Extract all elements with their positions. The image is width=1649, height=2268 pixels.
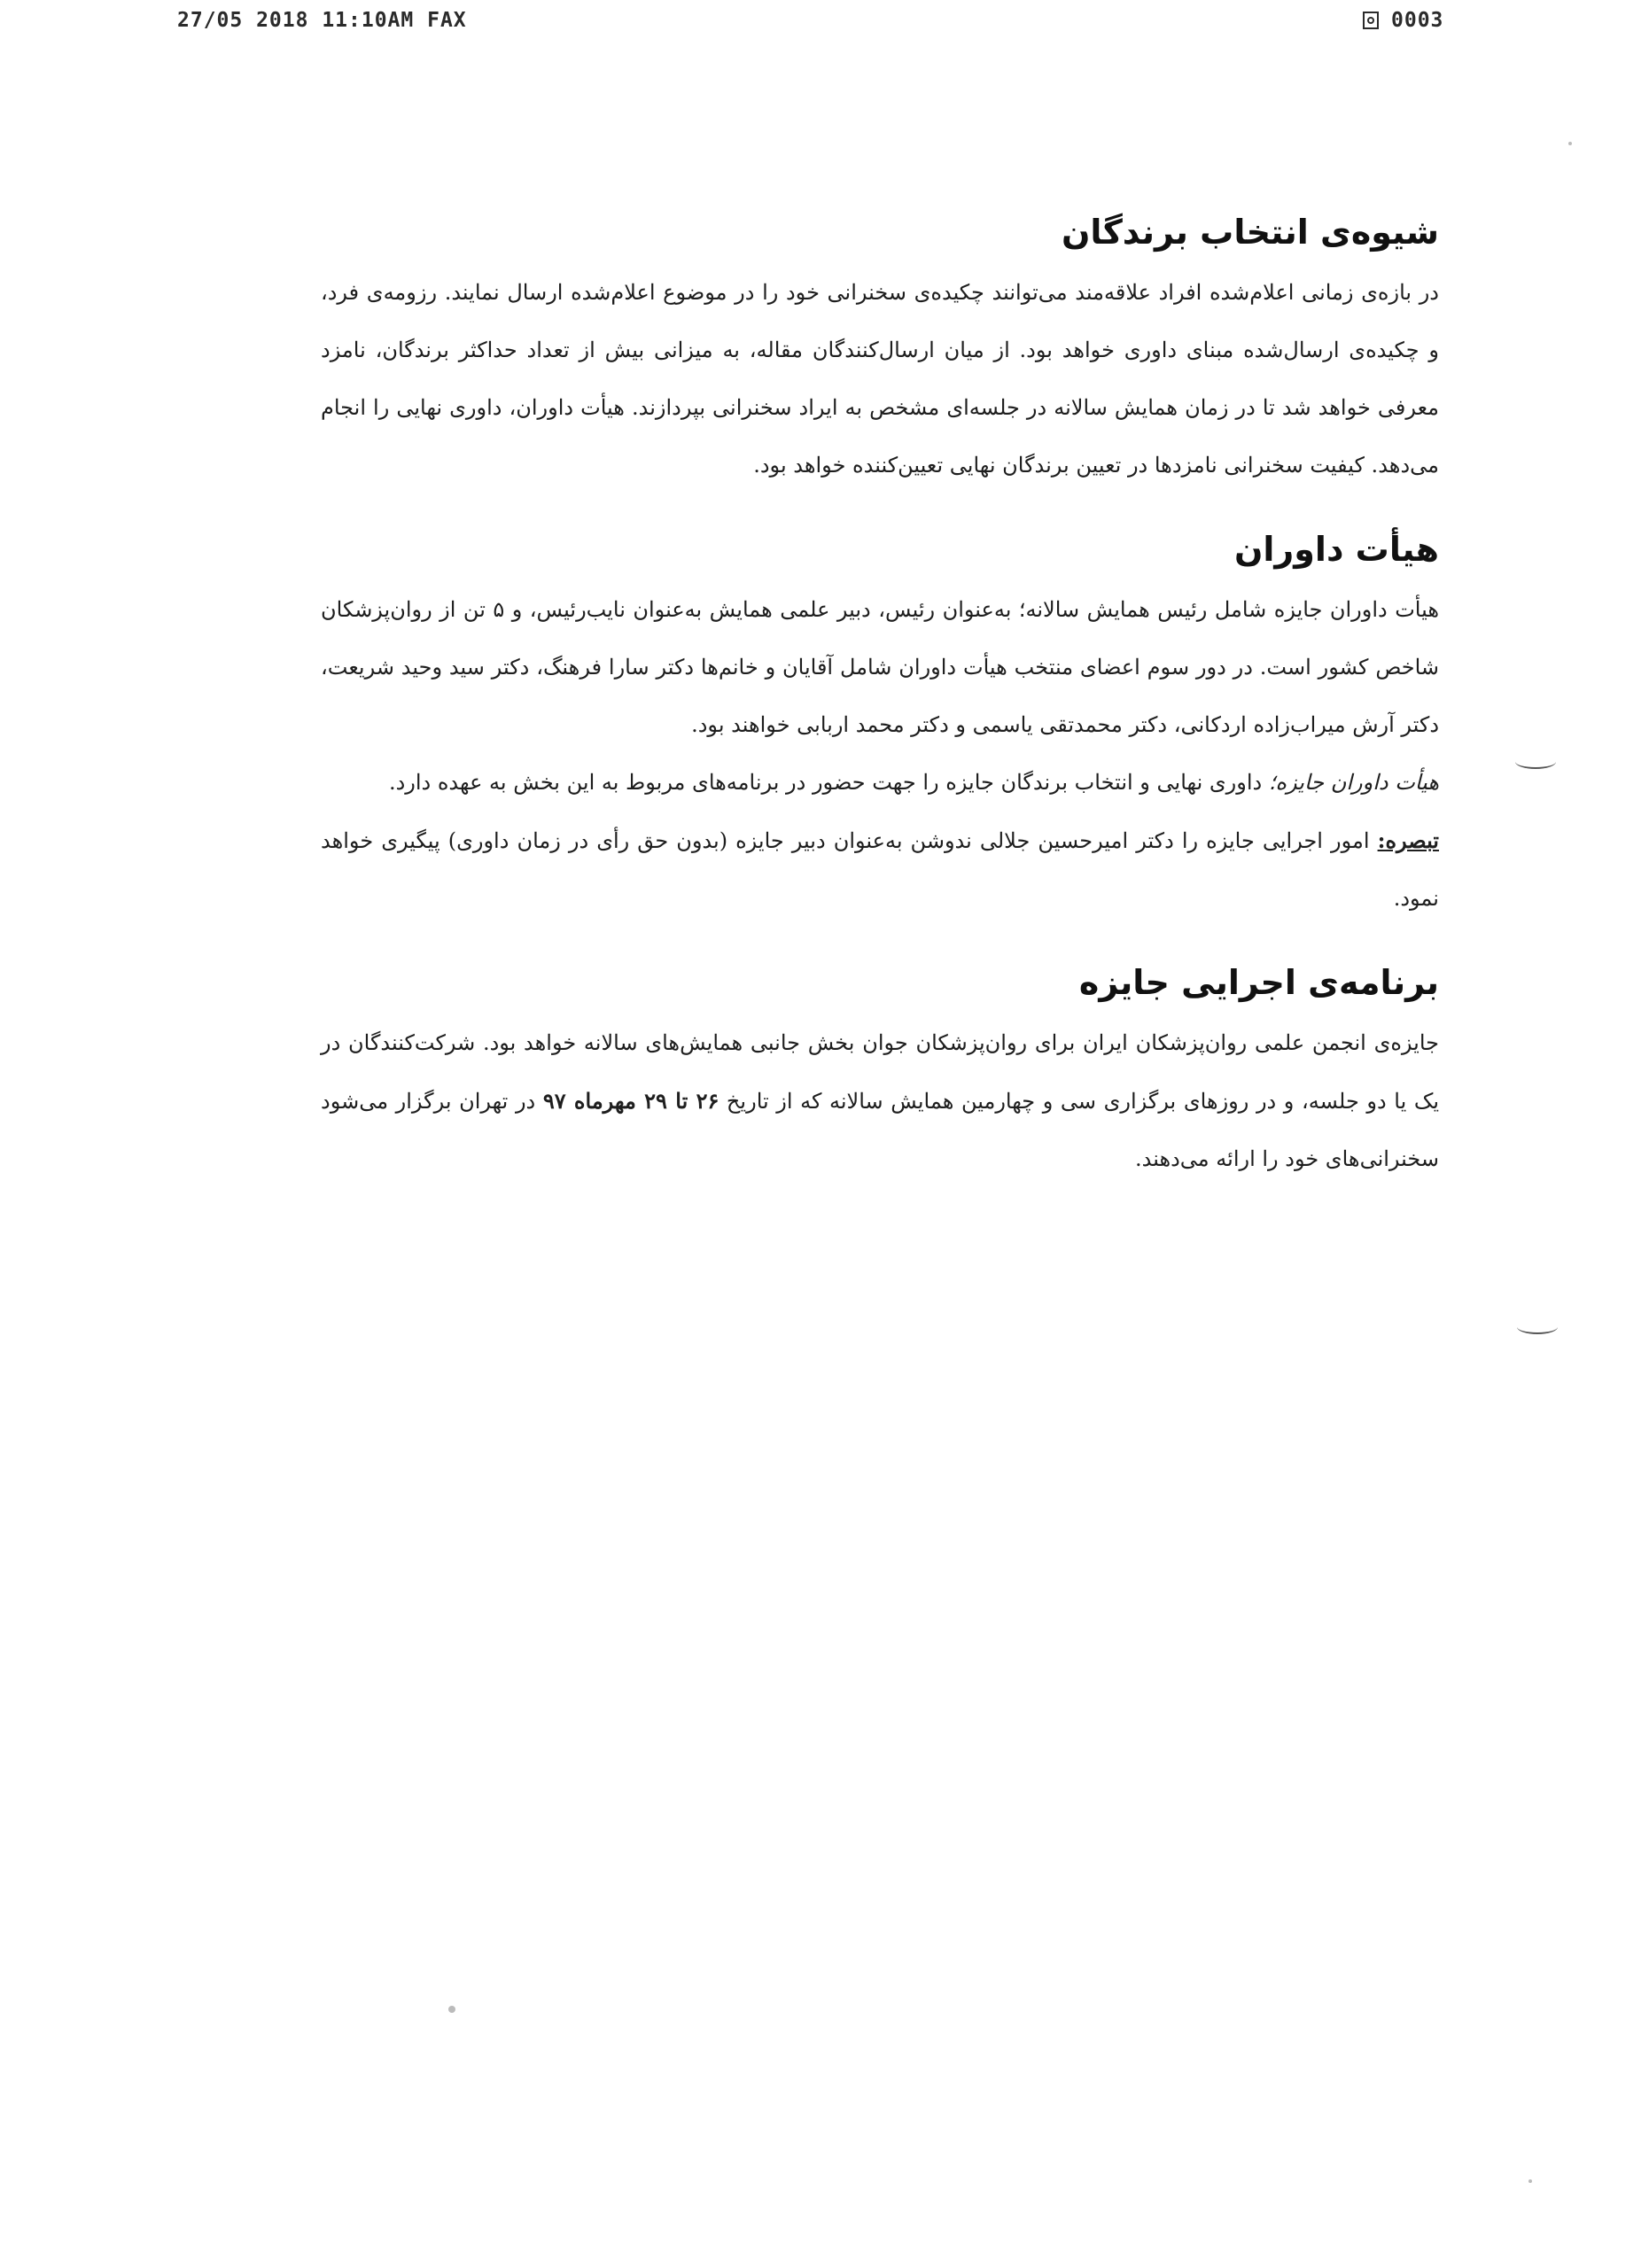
paragraph-note — [321, 812, 1439, 928]
fax-header — [0, 9, 1649, 44]
paragraph-program — [321, 1014, 1439, 1188]
note-lead: تبصره: — [1377, 827, 1439, 853]
paragraph-winner-selection: در بازه‌ی زمانی اعلام‌شده افراد علاقه‌مند می‌توانند چکیده‌ی سخنرانی خود را در موضوع اعلام‌شده ارسال نمایند. رزومه‌ی فرد، و چکیده‌ی ارسال‌شده مبنای داوری خواهد بود. از میان ارسال‌کنندگان مقاله، به میزانی بیش از تعداد حداکثر برندگان، نامزد معرفی خواهد شد تا در زمان همایش سالانه در جلسه‌ای مشخص به ایراد سخنرانی بپردازند. هیأت داوران، داوری نهایی را انجام می‌دهد. کیفیت سخنرانی نامزدها در تعیین برندگان نهایی تعیین‌کننده خواهد بود. — [321, 280, 1439, 478]
jury-role-lead: هیأت داوران جایزه؛ — [1268, 770, 1439, 795]
note-text: امور اجرایی جایزه را دکتر امیرحسین جلالی ندوشن به‌عنوان دبیر جایزه (بدون حق رأی در زمان داوری) پیگیری خواهد نمود. — [321, 828, 1439, 911]
program-text-part-2: در تهران برگزار می‌شود سخنرانی‌های خود را ارائه می‌دهند. — [321, 1089, 1439, 1171]
section-title-jury: هیأت داوران — [1233, 530, 1439, 569]
scan-speck — [1528, 2179, 1532, 2183]
fax-page-indicator — [1363, 9, 1443, 32]
scan-speck — [448, 2006, 455, 2013]
paragraph-jury-members: هیأت داوران جایزه شامل رئیس همایش سالانه؛ به‌عنوان رئیس، دبیر علمی همایش به‌عنوان نایب‌رئیس، و ۵ تن از روان‌پزشکان شاخص کشور است. در دور سوم اعضای منتخب هیأت داوران شامل آقایان و خانم‌ها دکتر سارا فرهنگ، دکتر سید وحید شریعت، دکتر آرش میراب‌زاده اردکانی، دکتر محمدتقی یاسمی و دکتر محمد اربابی خواهند بود. — [321, 597, 1439, 737]
fax-datetime: 27/05 2018 11:10AM FAX — [177, 9, 467, 32]
jury-role-text: داوری نهایی و انتخاب برندگان جایزه را جهت حضور در برنامه‌های مربوط به این بخش به عهده دارد. — [388, 770, 1269, 795]
document-body — [321, 213, 1439, 1188]
section-program — [321, 963, 1439, 1188]
margin-pen-mark — [1515, 755, 1556, 769]
fax-page-number: 0003 — [1391, 9, 1444, 32]
section-title-winner-selection: شیوه‌ی انتخاب برندگان — [1062, 213, 1439, 252]
section-title-program: برنامه‌ی اجرایی جایزه — [1078, 963, 1439, 1002]
section-winner-selection — [321, 213, 1439, 494]
margin-pen-mark — [1517, 1320, 1558, 1334]
program-dates: ۲۶ تا ۲۹ مهرماه ۹۷ — [542, 1088, 719, 1114]
program-text-part-1: جایزه‌ی انجمن علمی روان‌پزشکان ایران برای روان‌پزشکان جوان بخش جانبی همایش‌های سالانه خواهد بود. شرکت‌کنندگان در یک یا دو جلسه، و در روزهای برگزاری سی و چهارمین همایش سالانه که از تاریخ — [321, 1030, 1439, 1114]
fax-page-icon — [1363, 12, 1379, 29]
section-jury — [321, 530, 1439, 928]
scan-speck — [1568, 142, 1572, 145]
paragraph-jury-role — [321, 754, 1439, 812]
